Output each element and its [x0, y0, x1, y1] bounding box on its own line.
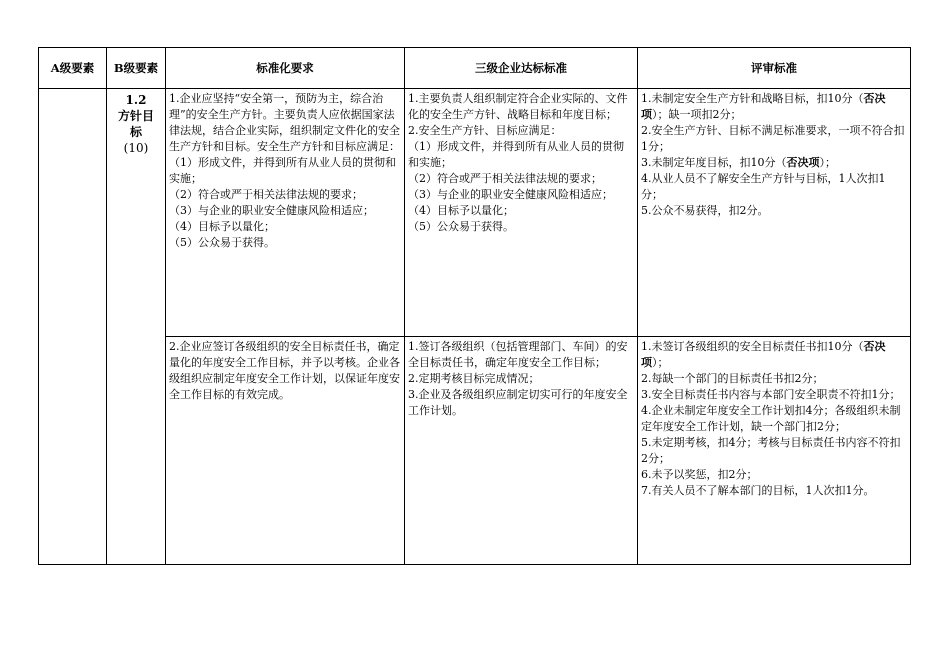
requirement-item: （4）目标予以量化； [169, 220, 275, 233]
evaluation-item: 3.安全目标责任书内容与本部门安全职责不符扣1分； [641, 388, 901, 401]
evaluation-item: 7.有关人员不了解本部门的目标，1人次扣1分。 [641, 484, 875, 497]
standard-item: 2.定期考核目标完成情况； [408, 372, 540, 385]
evaluation-text: 1.未制定安全生产方针和战略目标，扣10分（ [641, 92, 864, 105]
requirement-item: （3）与企业的职业安全健康风险相适应； [169, 204, 374, 217]
evaluation-text: 3.未制定年度目标，扣10分（ [641, 156, 787, 169]
header-row [39, 48, 911, 89]
standards-table [38, 47, 911, 565]
standard-item: （3）与企业的职业安全健康风险相适应； [408, 188, 613, 201]
standard-cell [405, 89, 638, 337]
header-b-element: B级要素 [107, 48, 166, 89]
evaluation-item [641, 339, 907, 371]
b-element-cell [107, 89, 166, 565]
evaluation-text: ）； [652, 356, 669, 369]
a-element-cell [39, 89, 107, 565]
standard-item: 2.安全生产方针、目标应满足： [408, 124, 562, 137]
requirement-item: （2）符合或严于相关法律法规的要求； [169, 188, 363, 201]
standard-cell [405, 337, 638, 565]
evaluation-item: 6.未予以奖惩，扣2分； [641, 468, 758, 481]
evaluation-item: 5.公众不易获得，扣2分。 [641, 204, 769, 217]
requirement-item: （5）公众易于获得。 [169, 236, 275, 249]
header-evaluation: 评审标准 [638, 48, 911, 89]
table-row [39, 89, 911, 337]
evaluation-text: ）； [819, 156, 836, 169]
header-a-element: A级要素 [39, 48, 107, 89]
standard-item: （1）形成文件，并得到所有从业人员的贯彻和实施； [408, 140, 624, 169]
standard-item: （5）公众易于获得。 [408, 220, 514, 233]
evaluation-item [641, 155, 907, 171]
standard-item: （2）符合或严于相关法律法规的要求； [408, 172, 602, 185]
evaluation-cell [638, 89, 911, 337]
evaluation-item: 2.安全生产方针、目标不满足标准要求，一项不符合扣1分； [641, 124, 905, 153]
requirement-item: （1）形成文件，并得到所有从业人员的贯彻和实施； [169, 156, 396, 185]
evaluation-cell [638, 337, 911, 565]
evaluation-text: 1.未签订各级组织的安全目标责任书扣10分（ [641, 340, 864, 353]
requirement-cell [166, 89, 405, 337]
requirement-item: 2.企业应签订各级组织的安全目标责任书，确定量化的年度安全工作目标，并予以考核。企业各级组织应制定年度安全工作计划，以保证年度安全工作目标的有效完成。 [169, 340, 400, 401]
table-row [39, 337, 911, 565]
b-element-number: 1.2 [125, 93, 147, 107]
standard-item: （4）目标予以量化； [408, 204, 514, 217]
veto-label: 否决项 [641, 340, 886, 369]
requirement-cell [166, 337, 405, 565]
requirement-item: 1.企业应坚持“安全第一，预防为主，综合治理”的安全生产方针。主要负责人应依据国家法律法规，结合企业实际，组织制定文件化的安全生产方针和目标。安全生产方针和目标应满足： [169, 92, 400, 153]
evaluation-item [641, 91, 907, 123]
standard-item: 1.主要负责人组织制定符合企业实际的、文件化的安全生产方针、战略目标和年度目标； [408, 92, 628, 121]
veto-label: 否决项 [641, 92, 886, 121]
b-element-name-2: 标 [129, 125, 142, 139]
b-element-score: (10) [123, 141, 149, 155]
header-requirement: 标准化要求 [166, 48, 405, 89]
header-level3-standard: 三级企业达标标准 [405, 48, 638, 89]
standard-item: 1.签订各级组织（包括管理部门、车间）的安全目标责任书，确定年度安全工作目标； [408, 340, 628, 369]
evaluation-item: 5.未定期考核，扣4分；考核与目标责任书内容不符扣2分； [641, 436, 901, 465]
evaluation-item: 4.从业人员不了解安全生产方针与目标，1人次扣1分； [641, 172, 886, 201]
evaluation-item: 2.每缺一个部门的目标责任书扣2分； [641, 372, 824, 385]
b-element-name-1: 方针目 [117, 109, 154, 123]
standard-item: 3.企业及各级组织应制定切实可行的年度安全工作计划。 [408, 388, 628, 417]
veto-label: 否决项 [786, 156, 820, 169]
evaluation-text: ）；缺一项扣2分； [652, 108, 742, 121]
evaluation-item: 4.企业未制定年度安全工作计划扣4分；各级组织未制定年度安全工作计划，缺一个部门扣2分； [641, 404, 901, 433]
